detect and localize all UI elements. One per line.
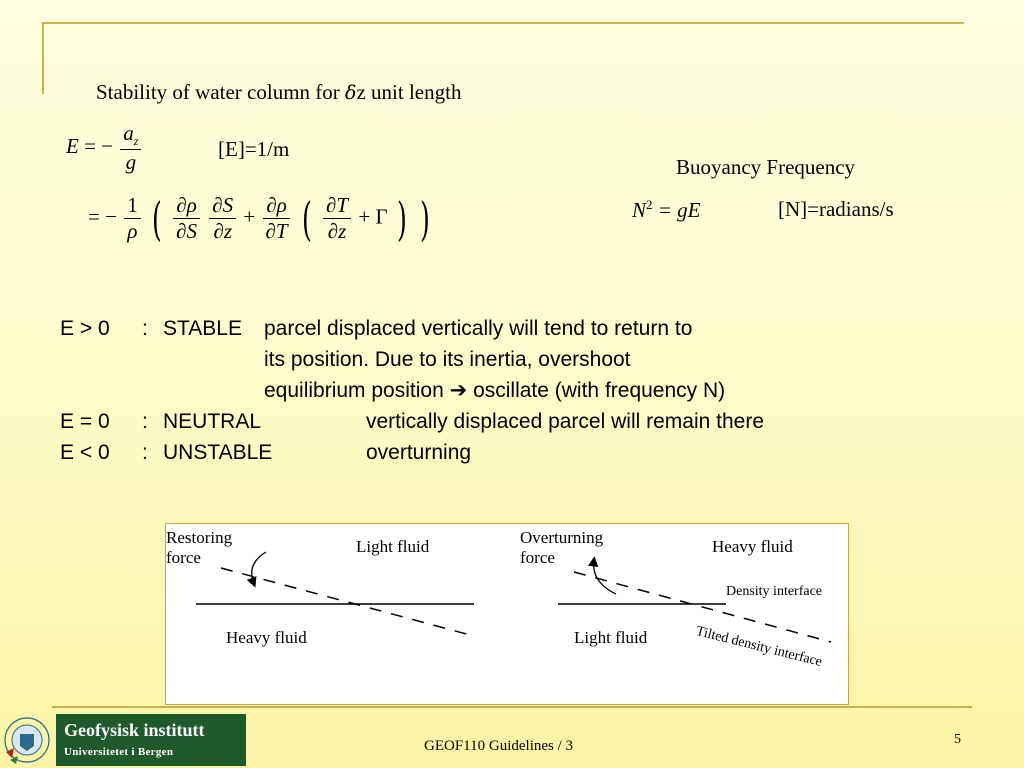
- left-tilted-line: [221, 568, 474, 636]
- eq-g-plus2: +: [358, 204, 371, 229]
- tilted-interface-label: Tilted density interface: [694, 624, 824, 670]
- desc-stable-line3: [264, 375, 725, 406]
- restoring-force-label: [166, 528, 232, 569]
- footer-text: GEOF110 Guidelines / 3: [424, 738, 574, 754]
- desc-neutral: vertically displaced parcel will remain there: [366, 410, 764, 433]
- eq-e-den: g: [125, 150, 137, 175]
- logo-title: Geofysisk institutt: [64, 720, 205, 740]
- buoyancy-frequency-label: Buoyancy Frequency: [676, 155, 856, 179]
- colon-stable: :: [142, 317, 148, 340]
- desc-unstable: overturning: [366, 441, 472, 464]
- eq-g-coef: [124, 194, 141, 243]
- paren-close-outer: ): [420, 191, 430, 246]
- eq-g-drho2: ∂ρ: [266, 193, 287, 217]
- frame-top-line: [42, 22, 964, 24]
- line3-post: oscillate (with frequency N): [473, 379, 726, 402]
- eq-e-op: = −: [84, 134, 114, 159]
- frame-bottom-line: [52, 706, 972, 708]
- eq-e-num-sub: z: [133, 134, 139, 149]
- desc-stable-line2: its position. Due to its inertia, overshoot: [264, 348, 631, 371]
- overturning-line1: Overturning: [520, 528, 604, 547]
- eq-e-lhs: E: [66, 134, 79, 159]
- equation-n: [632, 197, 701, 223]
- equation-gamma: [88, 191, 434, 246]
- colon-unstable: :: [142, 441, 148, 464]
- overturning-force-label: [520, 528, 603, 569]
- university-crest-icon: [2, 714, 52, 766]
- state-unstable: UNSTABLE: [163, 441, 273, 464]
- eq-g-frac4: [323, 194, 351, 243]
- title-delta: δ: [345, 82, 357, 104]
- state-neutral: NEUTRAL: [163, 410, 262, 433]
- title-text-pre: Stability of water column for: [96, 80, 340, 104]
- eq-g-op: = −: [88, 204, 117, 229]
- eq-g-dz: ∂z: [213, 219, 232, 244]
- eq-g-plus1: +: [243, 204, 256, 229]
- logo-subtitle: Universitetet i Bergen: [64, 746, 174, 758]
- eq-g-coef-num: 1: [124, 194, 141, 219]
- page-number: 5: [954, 732, 961, 747]
- frame-left-line: [42, 22, 44, 94]
- eq-g-drho: ∂ρ: [176, 193, 197, 217]
- eq-n-exp: 2: [646, 197, 653, 212]
- cond-stable: E > 0: [60, 317, 110, 340]
- left-heavy-fluid: Heavy fluid: [226, 628, 307, 647]
- desc-stable-line1: parcel displaced vertically will tend to return to: [264, 317, 693, 340]
- eq-g-ds2: ∂S: [212, 193, 234, 217]
- eq-n-rhs: = gE: [657, 198, 701, 222]
- eq-g-dt: ∂T: [265, 219, 288, 244]
- right-heavy-fluid: Heavy fluid: [712, 537, 793, 556]
- state-stable: STABLE: [163, 317, 242, 340]
- paren-close-inner: ): [396, 191, 407, 246]
- eq-n-lhs: N: [632, 198, 647, 222]
- eq-g-ds: ∂S: [176, 219, 198, 244]
- eq-e-fraction: [120, 122, 141, 174]
- left-light-fluid: Light fluid: [356, 537, 430, 556]
- density-interface-label: Density interface: [726, 584, 823, 599]
- cond-neutral: E = 0: [60, 410, 110, 433]
- eq-g-frac1: [173, 194, 200, 243]
- equation-e: [66, 122, 143, 174]
- slide-title: [96, 80, 461, 105]
- title-text-post: z unit length: [356, 80, 462, 104]
- stability-diagram: [165, 523, 849, 705]
- paren-open-inner: (: [301, 191, 312, 246]
- line3-pre: equilibrium position: [264, 379, 444, 402]
- right-light-fluid: Light fluid: [574, 628, 648, 647]
- arrow-right-icon: ➔: [449, 378, 468, 402]
- cond-unstable: E < 0: [60, 441, 110, 464]
- restoring-line1: Restoring: [166, 528, 233, 547]
- restoring-line2: force: [166, 548, 201, 568]
- colon-neutral: :: [142, 410, 148, 433]
- eq-g-coef-den: ρ: [127, 219, 138, 244]
- unit-n: [N]=radians/s: [778, 197, 894, 221]
- paren-open-outer: (: [151, 191, 162, 246]
- institute-logo: [0, 712, 248, 768]
- logo-text-box: [56, 714, 246, 766]
- eq-g-gamma: Γ: [375, 204, 388, 229]
- eq-g-dz2: ∂z: [327, 219, 347, 244]
- eq-g-frac3: [263, 194, 291, 243]
- overturning-line2: force: [520, 548, 555, 568]
- eq-g-dt2: ∂T: [326, 193, 349, 217]
- eq-g-frac2: [209, 194, 236, 243]
- unit-e: [E]=1/m: [218, 137, 290, 161]
- eq-e-num: a: [123, 121, 134, 145]
